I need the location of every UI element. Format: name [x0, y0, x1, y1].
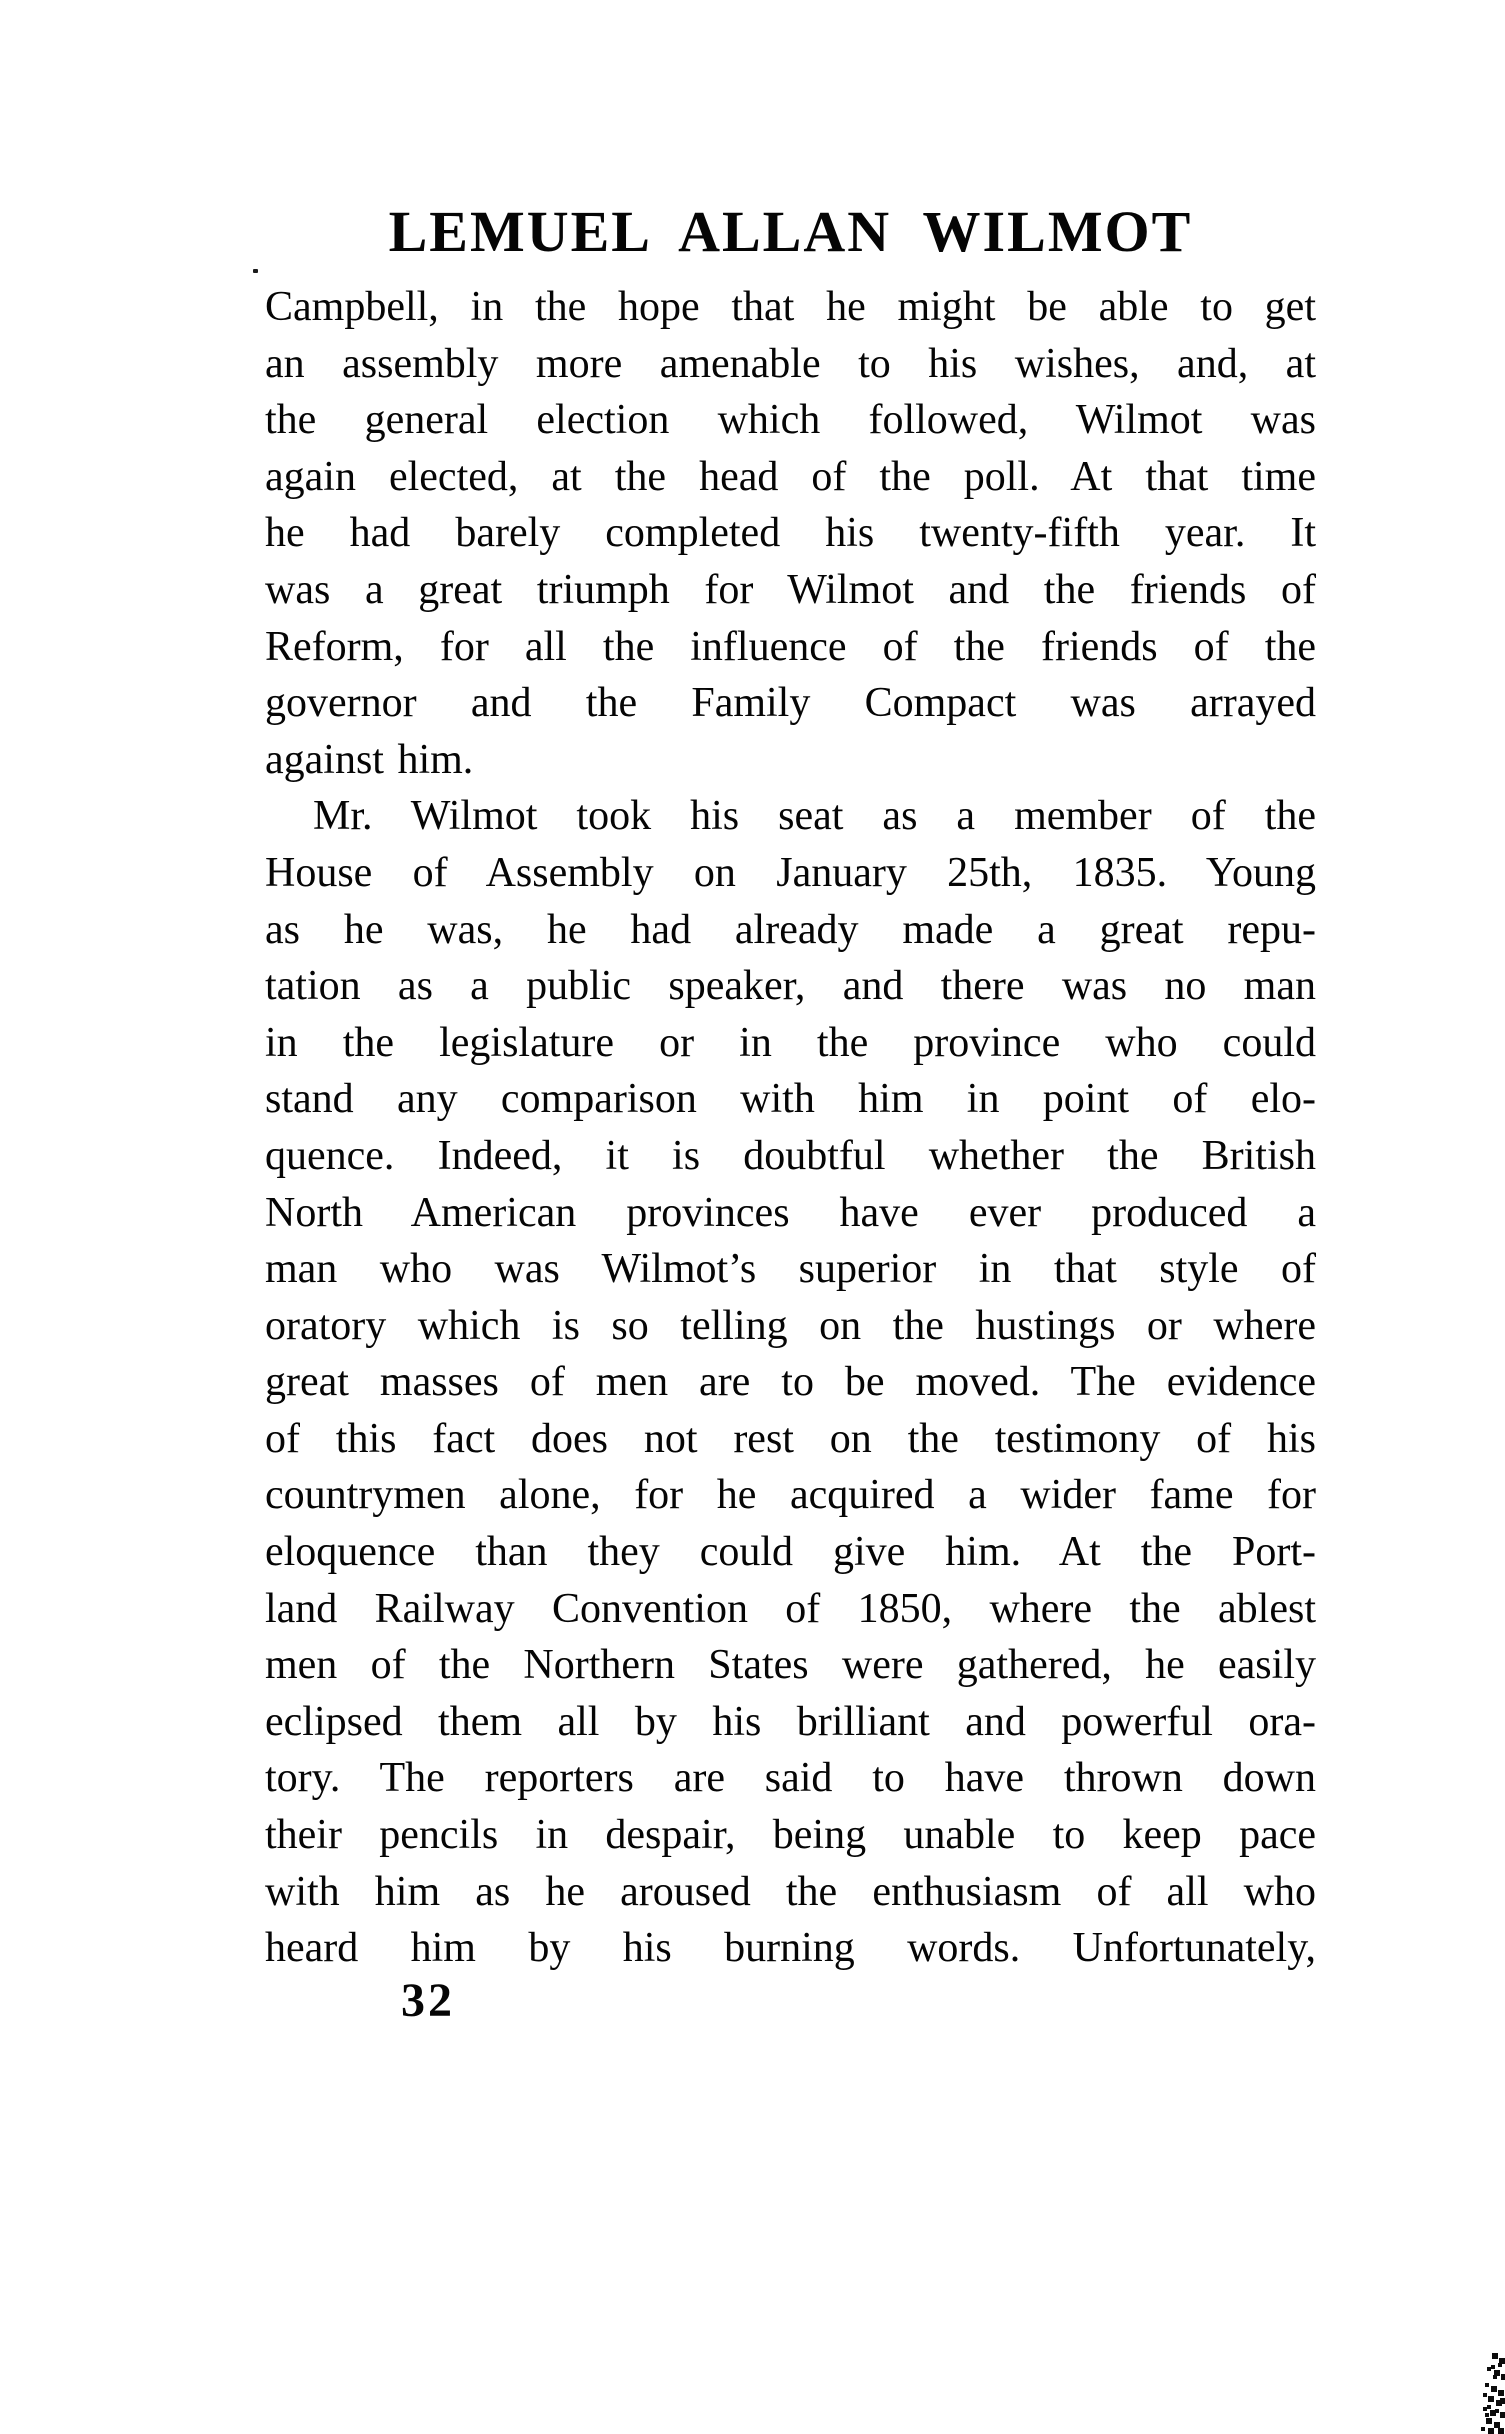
page-number: 32	[401, 1974, 455, 2027]
text-line: quence. Indeed, it is doubtful whether the British	[265, 1132, 1316, 1179]
text-line: Campbell, in the hope that he might be able to get	[265, 284, 1316, 330]
text-line: governor and the Family Compact was arrayed	[265, 680, 1316, 727]
text-line: Mr. Wilmot took his seat as a member of the	[313, 793, 1316, 840]
text-line: eclipsed them all by his brilliant and powerful ora-	[265, 1698, 1316, 1745]
text-line: an assembly more amenable to his wishes, and, at	[265, 340, 1316, 387]
scan-speck-artifact	[253, 269, 258, 273]
text-line: countrymen alone, for he acquired a wider fame for	[265, 1472, 1316, 1519]
text-line: he had barely completed his twenty-fifth year. It	[265, 510, 1316, 557]
text-line: again elected, at the head of the poll. At that time	[265, 453, 1316, 500]
text-line: eloquence than they could give him. At the Port-	[265, 1529, 1316, 1576]
text-line: heard him by his burning words. Unfortunately,	[265, 1925, 1316, 1972]
text-line: in the legislature or in the province who could	[265, 1019, 1316, 1066]
text-line: House of Assembly on January 25th, 1835. Young	[265, 849, 1316, 896]
text-line: tory. The reporters are said to have thrown down	[265, 1755, 1316, 1802]
page-header: LEMUEL ALLAN WILMOT	[388, 199, 1193, 264]
text-line: men of the Northern States were gathered, he easily	[265, 1642, 1316, 1689]
text-line: the general election which followed, Wilmot was	[265, 397, 1316, 444]
text-line: oratory which is so telling on the hustings or where	[265, 1302, 1316, 1349]
text-line: tation as a public speaker, and there was no man	[265, 963, 1316, 1010]
text-line: of this fact does not rest on the testimony of his	[265, 1415, 1316, 1462]
text-line: with him as he aroused the enthusiasm of all who	[265, 1868, 1316, 1915]
paragraph	[265, 788, 1316, 1976]
text-line: their pencils in despair, being unable to keep pace	[265, 1812, 1316, 1859]
text-line: as he was, he had already made a great repu-	[265, 906, 1316, 953]
scan-corner-noise-artifact	[1479, 2354, 1483, 2358]
body-text	[265, 279, 1316, 1977]
text-line: land Railway Convention of 1850, where the ablest	[265, 1585, 1316, 1632]
text-line: North American provinces have ever produced a	[265, 1189, 1316, 1236]
text-line: man who was Wilmot’s superior in that style of	[265, 1246, 1316, 1293]
paragraph	[265, 279, 1316, 788]
text-line: Reform, for all the influence of the friends of the	[265, 623, 1316, 670]
text-line: stand any comparison with him in point of elo-	[265, 1076, 1316, 1123]
text-line: great masses of men are to be moved. The evidence	[265, 1359, 1316, 1406]
text-line: was a great triumph for Wilmot and the friends of	[265, 566, 1316, 613]
text-line: against him.	[265, 736, 474, 783]
